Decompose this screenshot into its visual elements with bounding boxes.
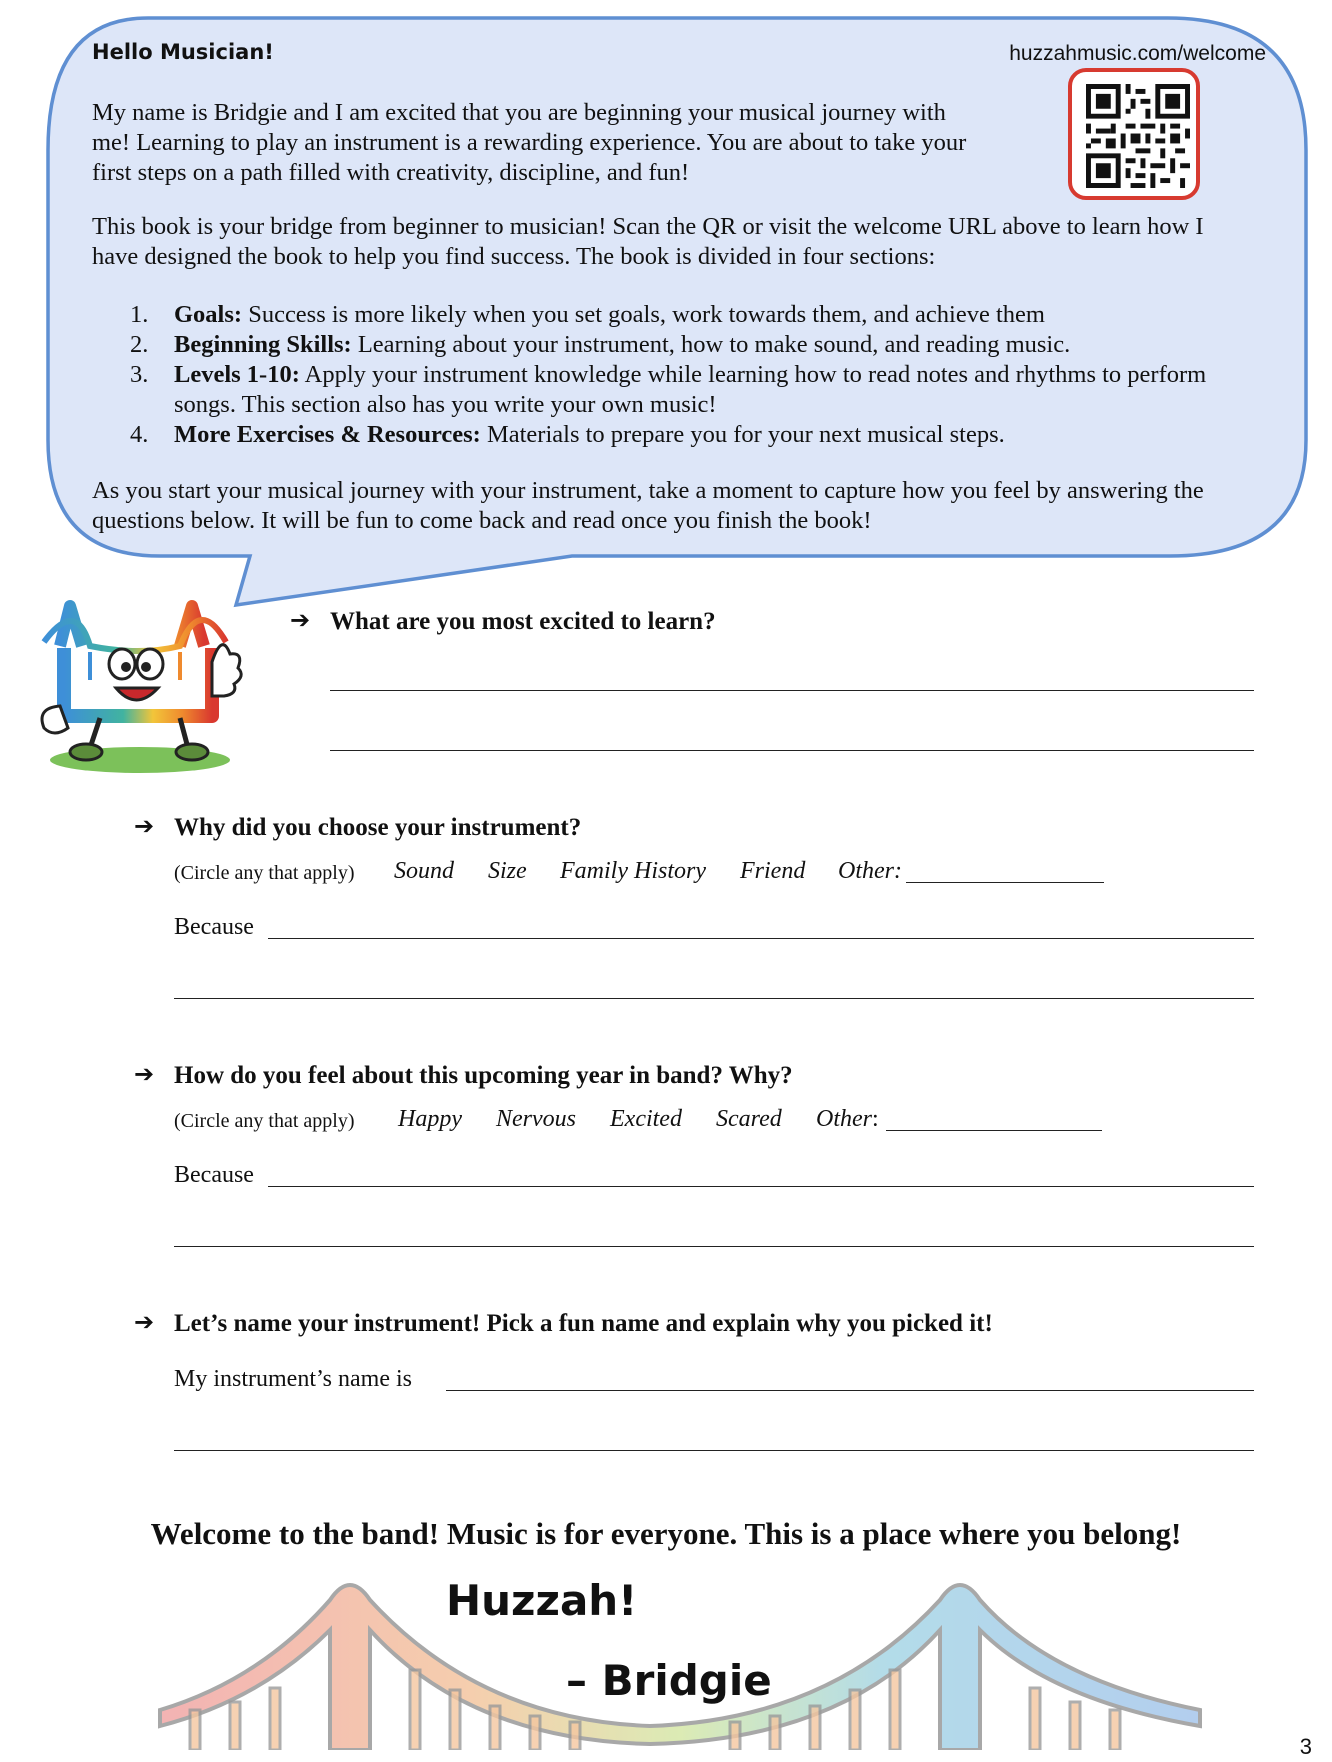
answer-line[interactable]	[330, 690, 1254, 691]
qr-code[interactable]	[1068, 68, 1200, 200]
circle-hint: (Circle any that apply)	[174, 1110, 355, 1132]
sections-list	[130, 300, 1240, 450]
option-friend[interactable]: Friend	[740, 858, 806, 884]
option-excited[interactable]: Excited	[610, 1106, 682, 1132]
question-name-instrument: Let’s name your instrument! Pick a fun name and explain why you picked it!	[174, 1310, 993, 1337]
list-number: 2.	[130, 331, 149, 358]
arrow-icon: ➔	[134, 1308, 155, 1336]
answer-line[interactable]	[174, 1450, 1254, 1451]
option-scared[interactable]: Scared	[716, 1106, 782, 1132]
arrow-icon: ➔	[134, 1060, 155, 1088]
list-item	[130, 330, 1240, 360]
option-other-colon: :	[872, 1106, 879, 1132]
intro-paragraph-2: This book is your bridge from beginner to musician! Scan the QR or visit the welcome URL above to learn how I have designed the book to help you find success. The book is divided in four sections:	[92, 213, 1204, 270]
bridge-illustration-icon	[150, 1560, 1210, 1750]
welcome-message: Welcome to the band! Music is for everyone. This is a place where you belong!	[150, 1516, 1182, 1551]
section-text: Materials to prepare you for your next musical steps.	[480, 421, 1005, 448]
option-sound[interactable]: Sound	[394, 858, 454, 884]
arrow-icon: ➔	[290, 606, 311, 634]
section-title: Goals:	[174, 301, 243, 328]
option-other[interactable]: Other:	[838, 858, 902, 884]
list-item	[130, 300, 1240, 330]
section-title: More Exercises & Resources:	[174, 421, 481, 448]
list-item	[130, 420, 1240, 450]
section-title: Levels 1-10:	[174, 361, 300, 388]
answer-line[interactable]	[268, 938, 1254, 939]
signature: – Bridgie	[566, 1656, 772, 1705]
circle-hint: (Circle any that apply)	[174, 862, 355, 884]
instrument-name-prompt: My instrument’s name is	[174, 1366, 412, 1392]
answer-line[interactable]	[330, 750, 1254, 751]
option-size[interactable]: Size	[488, 858, 527, 884]
other-answer-line[interactable]	[886, 1130, 1102, 1131]
list-number: 4.	[130, 421, 149, 448]
answer-line[interactable]	[174, 1246, 1254, 1247]
option-other-label: Other	[816, 1106, 872, 1132]
option-family-history[interactable]: Family History	[560, 858, 706, 884]
answer-line[interactable]	[446, 1390, 1254, 1391]
question-choose-instrument: Why did you choose your instrument?	[174, 814, 582, 841]
other-answer-line[interactable]	[906, 882, 1104, 883]
list-number: 1.	[130, 301, 149, 328]
bridgie-mascot-icon	[30, 586, 270, 776]
list-number: 3.	[130, 361, 149, 388]
arrow-icon: ➔	[134, 812, 155, 840]
list-item	[130, 360, 1240, 420]
section-text: Learning about your instrument, how to make sound, and reading music.	[351, 331, 1071, 358]
greeting: Hello Musician!	[92, 40, 274, 64]
answer-line[interactable]	[268, 1186, 1254, 1187]
question-upcoming-year: How do you feel about this upcoming year in band? Why?	[174, 1062, 793, 1089]
section-title: Beginning Skills:	[174, 331, 352, 358]
huzzah-text: Huzzah!	[446, 1576, 638, 1625]
section-text: Apply your instrument knowledge while learning how to read notes and rhythms to perform songs. This section also has you write your own music!	[174, 361, 1207, 418]
because-label: Because	[174, 1162, 254, 1188]
section-text: Success is more likely when you set goals, work towards them, and achieve them	[242, 301, 1045, 328]
option-nervous[interactable]: Nervous	[496, 1106, 576, 1132]
welcome-url[interactable]: huzzahmusic.com/welcome	[1009, 42, 1266, 65]
answer-line[interactable]	[174, 998, 1254, 999]
qr-code-icon	[1086, 84, 1190, 188]
option-other[interactable]	[816, 1106, 879, 1133]
page-number: 3	[1299, 1734, 1312, 1759]
question-excited: What are you most excited to learn?	[330, 608, 716, 635]
because-label: Because	[174, 914, 254, 940]
intro-paragraph-1: My name is Bridgie and I am excited that you are beginning your musical journey with me! Learning to play an instrument is a rewarding experience. You are about to take your first steps on a path filled with creativity, discipline, and fun!	[92, 99, 967, 186]
option-happy[interactable]: Happy	[398, 1106, 462, 1132]
intro-paragraph-3: As you start your musical journey with your instrument, take a moment to capture how you feel by answering the questions below. It will be fun to come back and read once you finish the book!	[92, 477, 1204, 534]
